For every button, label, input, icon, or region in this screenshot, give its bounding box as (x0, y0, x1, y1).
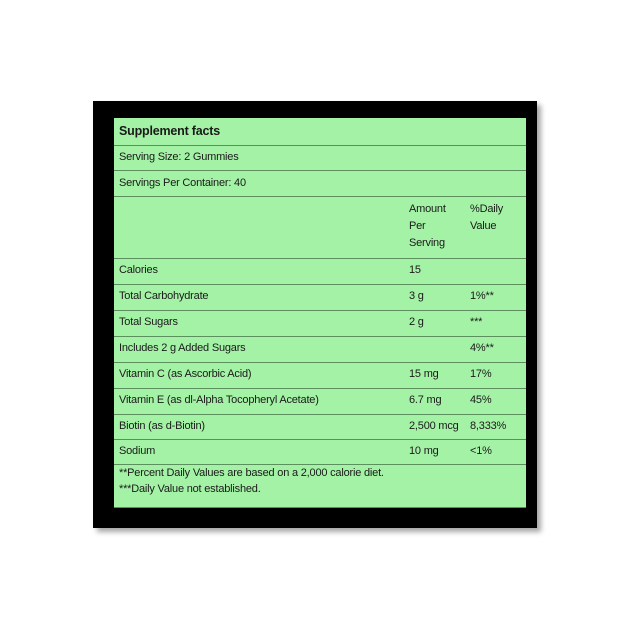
nutrient-name: Total Carbohydrate (119, 290, 209, 302)
nutrient-row (114, 311, 526, 337)
nutrient-name: Vitamin C (as Ascorbic Acid) (119, 368, 252, 380)
nutrient-daily-value: *** (470, 316, 483, 328)
nutrient-daily-value: 8,333% (470, 420, 507, 432)
serving-size-row (114, 146, 526, 171)
nutrient-amount: 15 (409, 264, 421, 276)
nutrient-daily-value: 1%** (470, 290, 494, 302)
nutrient-amount: 15 mg (409, 368, 439, 380)
nutrient-name: Calories (119, 264, 158, 276)
nutrient-daily-value: 4%** (470, 342, 494, 354)
column-header-row (114, 197, 526, 259)
servings-per-container-text: Servings Per Container: 40 (119, 177, 246, 189)
nutrient-amount: 3 g (409, 290, 424, 302)
footnote-percent-daily-values: **Percent Daily Values are based on a 2,000 calorie diet. (119, 467, 384, 479)
nutrient-row (114, 363, 526, 389)
nutrient-name: Total Sugars (119, 316, 178, 328)
nutrient-amount: 6.7 mg (409, 394, 442, 406)
nutrient-row (114, 337, 526, 363)
nutrient-amount: 2,500 mcg (409, 420, 459, 432)
nutrient-amount: 2 g (409, 316, 424, 328)
nutrient-name: Vitamin E (as dl-Alpha Tocopheryl Acetate) (119, 394, 319, 406)
footnotes (119, 465, 384, 497)
title-row (114, 118, 526, 146)
bottom-rule (114, 507, 526, 508)
nutrient-amount: 10 mg (409, 445, 439, 457)
nutrient-row (114, 389, 526, 415)
nutrient-name: Biotin (as d-Biotin) (119, 420, 205, 432)
panel-title: Supplement facts (119, 124, 220, 138)
nutrient-daily-value: 17% (470, 368, 492, 380)
nutrient-row (114, 415, 526, 440)
daily-value-header: %Daily Value (470, 203, 504, 232)
footnote-daily-value-not-established: ***Daily Value not established. (119, 483, 261, 495)
supplement-facts-panel (114, 118, 526, 508)
servings-per-container-row (114, 171, 526, 197)
nutrient-name: Sodium (119, 445, 156, 457)
nutrient-daily-value: 45% (470, 394, 492, 406)
nutrient-row (114, 259, 526, 285)
nutrient-row (114, 285, 526, 311)
amount-per-serving-header: Amount Per Serving (409, 203, 446, 249)
nutrient-daily-value: <1% (470, 445, 492, 457)
nutrient-row (114, 440, 526, 465)
nutrient-name: Includes 2 g Added Sugars (119, 342, 246, 354)
serving-size-text: Serving Size: 2 Gummies (119, 151, 239, 163)
